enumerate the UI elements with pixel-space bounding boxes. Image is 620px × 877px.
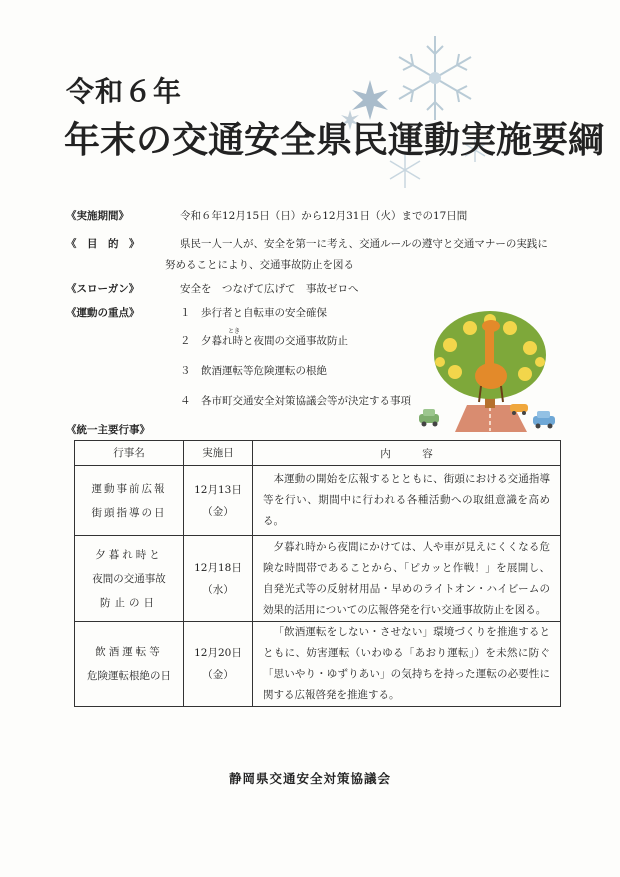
table-row	[75, 536, 561, 622]
snowflake-icon	[399, 36, 471, 120]
event-day: （金）	[202, 669, 234, 681]
slogan-text: 安全を つなげて広げて 事故ゼロへ	[180, 283, 359, 295]
priority-text: 飲酒運転等危険運転の根絶	[201, 365, 327, 377]
page-title: 年末の交通安全県民運動実施要綱	[64, 120, 605, 161]
event-name-line: 夕暮れ時と	[95, 548, 163, 561]
header-date: 実施日	[184, 441, 253, 466]
priority-item-1	[180, 305, 327, 320]
event-date	[184, 466, 253, 536]
organization-name: 静岡県交通安全対策協議会	[228, 771, 391, 786]
ruby-toki: とき	[228, 328, 241, 335]
purpose-line2: 努めることにより、交通事故防止を図る	[165, 259, 354, 271]
event-content: 本運動の開始を広報するとともに、街頭における交通指導等を行い、期間中に行われる各種活動への取組意識を高める。	[253, 466, 561, 536]
event-content: 夕暮れ時から夜間にかけては、人や車が見えにくくなる危険な時間帯であることから、「ピカッと作戦！」を展開し、自発光式等の反射材用品・早めのライトオン・ハイビームの効果的活用についての広報啓発を行い交通事故防止を図る。	[253, 536, 561, 622]
snowflake-decoration	[330, 20, 500, 195]
priority-num: ３	[180, 365, 191, 377]
event-date-value: 12月20日	[194, 647, 242, 659]
priorities-label: 《運動の重点》	[66, 307, 140, 319]
event-name-line: 飲酒運転等	[95, 646, 163, 658]
event-name	[75, 466, 184, 536]
purpose-line1: 県民一人一人が、安全を第一に考え、交通ルールの遵守と交通マナーの実践に	[180, 238, 548, 250]
cars-illustration	[415, 400, 565, 440]
event-name-line: 防止の日	[100, 596, 158, 609]
car-icon	[510, 404, 528, 415]
period-text: 令和６年12月15日（日）から12月31日（火）までの17日間	[180, 210, 468, 222]
purpose-label: 《 目 的 》	[66, 238, 140, 250]
priority-item-4	[180, 393, 411, 408]
priority-num: ４	[180, 395, 191, 407]
title-year: 令和６年	[66, 75, 183, 108]
event-content: 「飲酒運転をしない・させない」環境づくりを推進するとともに、妨害運転（いわゆる「あおり運転」）を未然に防ぐ「思いやり・ゆずりあい」の気持ちを持った運転の必要性に関する広報啓発を推進する。	[253, 622, 561, 707]
event-name-line: 危険運転根絶の日	[87, 670, 171, 682]
event-date-value: 12月13日	[194, 483, 242, 496]
event-date	[184, 536, 253, 622]
event-name	[75, 536, 184, 622]
events-table	[74, 440, 561, 707]
table-header-row	[75, 441, 561, 466]
period-label: 《実施期間》	[66, 210, 129, 222]
priority-text: 夕暮れ時と夜間の交通事故防止	[201, 335, 348, 347]
events-label: 《統一主要行事》	[66, 424, 150, 436]
priority-text: 各市町交通安全対策協議会等が決定する事項	[201, 395, 411, 407]
table-row	[75, 622, 561, 707]
car-icon	[419, 409, 439, 427]
priority-num: １	[180, 307, 191, 319]
event-day: （金）	[202, 505, 234, 518]
priority-item-3	[180, 363, 327, 378]
event-date	[184, 622, 253, 707]
priority-text: 歩行者と自転車の安全確保	[201, 307, 327, 319]
event-day: （水）	[202, 583, 234, 596]
event-name-line: 街頭指導の日	[91, 506, 167, 519]
event-date-value: 12月18日	[194, 561, 242, 574]
header-name: 行事名	[75, 441, 184, 466]
event-name-line: 運動事前広報	[91, 482, 167, 495]
slogan-label: 《スローガン》	[66, 283, 140, 295]
header-content: 内 容	[253, 441, 561, 466]
priority-item-2	[180, 333, 348, 348]
event-name-line: 夜間の交通事故	[92, 572, 166, 585]
car-icon	[533, 411, 555, 429]
table-row	[75, 466, 561, 536]
event-name	[75, 622, 184, 707]
priority-num: ２	[180, 335, 191, 347]
